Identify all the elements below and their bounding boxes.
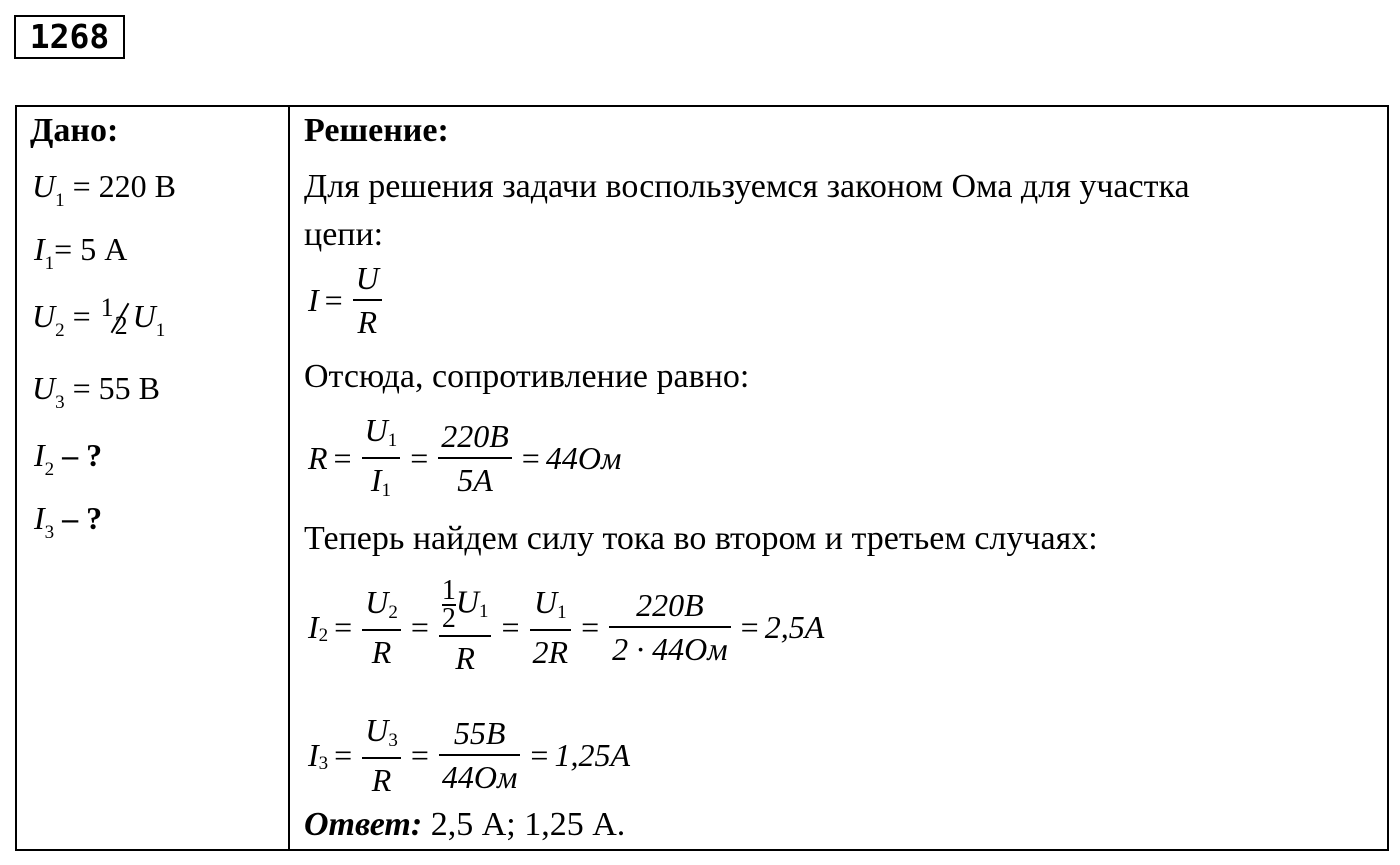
intro-line-1: Для решения задачи воспользуемся законом Ома для участка bbox=[304, 168, 1190, 205]
solution-table bbox=[15, 105, 1389, 851]
answer-line bbox=[304, 806, 625, 844]
currents-text: Теперь найдем силу тока во втором и третьем случаях: bbox=[304, 520, 1098, 557]
i2-formula: I 2 = $\frac{U2}{R}$ = $\frac{1}{2}$ U1 R = $\frac{U1}{2R}$ = $\frac{220B}{2 \cdot 44Ом}$ = 2,5A bbox=[308, 575, 825, 676]
given-i3-unknown: $I_3$ – ? bbox=[34, 500, 103, 543]
intro-line-2: цепи: bbox=[304, 216, 384, 253]
ohm-law-formula: I = $\frac{U}{R}$ bbox=[308, 260, 386, 340]
answer-value: 2,5 А; 1,25 А. bbox=[430, 806, 626, 843]
resistance-formula: R = $\frac{U1}{I1}$ = $\frac{220B}{5A}$ = 44Ом bbox=[308, 412, 622, 501]
given-i1: $I_1= 5$ А bbox=[34, 231, 128, 274]
column-divider bbox=[288, 105, 290, 851]
given-u3: $U_3 = 55$ В bbox=[32, 370, 160, 413]
answer-label: Ответ: bbox=[304, 806, 423, 843]
given-i2-unknown: $I_2$ – ? bbox=[34, 437, 103, 480]
problem-number: 1268 bbox=[14, 15, 125, 59]
solution-header: Решение: bbox=[304, 112, 449, 149]
given-u1: $U_1 = 220$ В bbox=[32, 168, 176, 211]
given-header: Дано: bbox=[30, 112, 119, 149]
resistance-text: Отсюда, сопротивление равно: bbox=[304, 358, 750, 395]
i3-formula: I 3 = $\frac{U3}{R}$ = $\frac{55B}{44Ом}$ = 1,25A bbox=[308, 712, 630, 798]
half-fraction: 1 2 bbox=[100, 292, 128, 340]
given-u2: $U_2$ = 1 2 $U_1$ bbox=[32, 292, 166, 341]
